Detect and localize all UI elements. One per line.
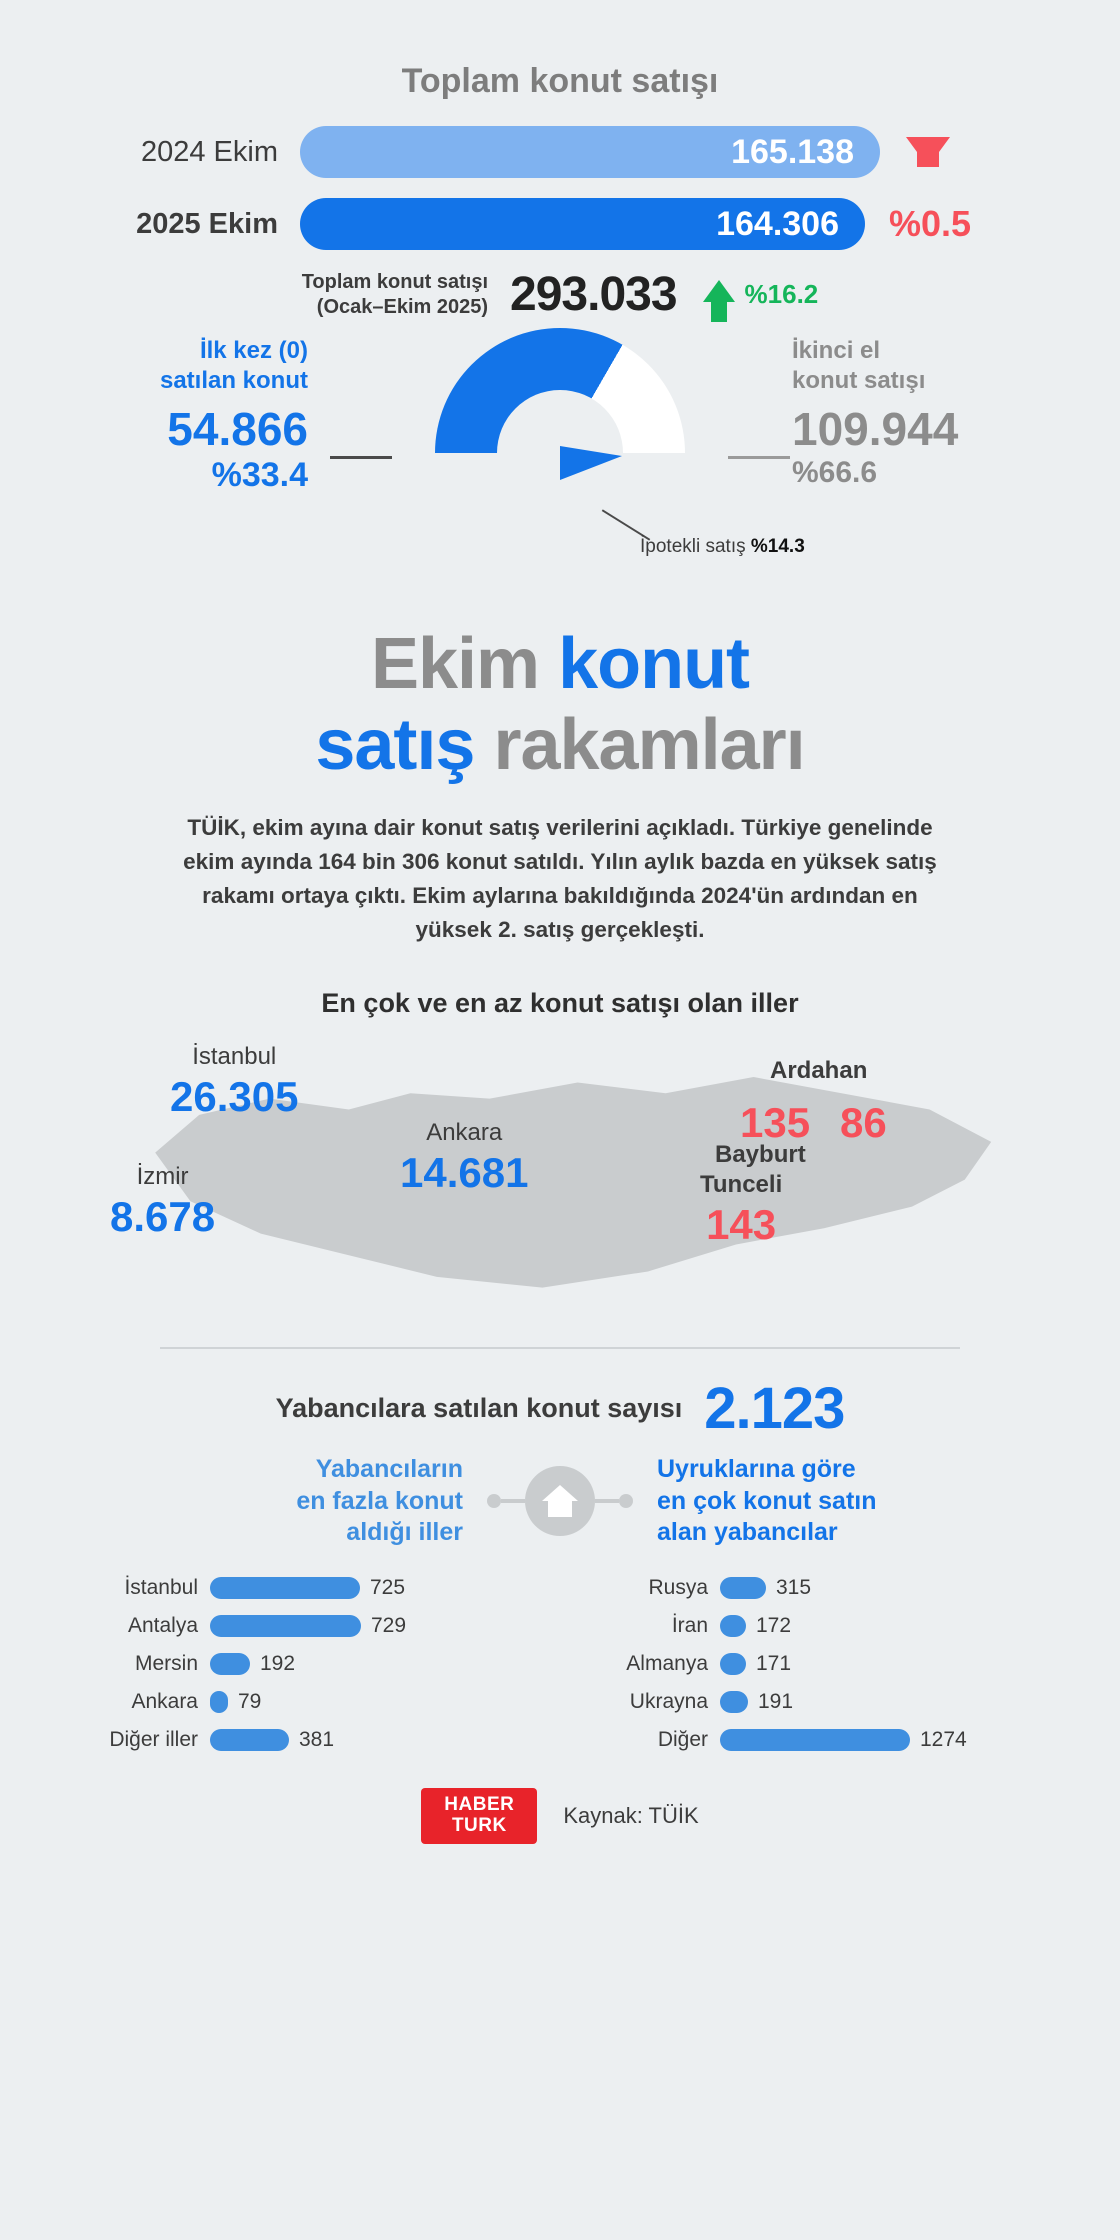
foreign-subheads: [0, 1454, 1120, 1548]
headline-word-4: rakamları: [493, 704, 805, 785]
donut-right-pct: %66.6: [792, 456, 878, 489]
foreign-left-subhead: [163, 1454, 487, 1548]
donut-chart-section: [0, 328, 1120, 578]
bar-value: 171: [756, 1652, 792, 1675]
bar-name: Almanya: [626, 1652, 708, 1675]
bar-name: Mersin: [134, 1652, 198, 1675]
bar-value: 191: [758, 1690, 794, 1713]
map-city-bayburt: [715, 1141, 806, 1169]
bar-value: 725: [370, 1576, 406, 1599]
mortgage-label: İpotekli satış: [640, 536, 746, 557]
arrow-down-icon: [906, 137, 950, 167]
map-city-name: Ardahan: [770, 1057, 868, 1085]
cumulative-label: [302, 270, 488, 320]
connector-line-left: [501, 1499, 525, 1503]
bar-name: Diğer: [657, 1728, 708, 1751]
bar-row: [60, 1572, 550, 1604]
section-divider: [160, 1347, 960, 1349]
bar-value: 1274: [920, 1728, 967, 1751]
foreign-nationalities-chart: [570, 1572, 1060, 1762]
bar-fill: [210, 1577, 360, 1599]
foreign-right-subhead-l3: alan yabancılar: [657, 1517, 838, 1546]
headline-word-3: satış: [315, 704, 494, 785]
bar-row: [60, 1610, 550, 1642]
cumulative-label-line2: (Ocak–Ekim 2025): [316, 295, 489, 318]
bar-row-2025: [0, 195, 1120, 253]
bar-value: 79: [238, 1690, 262, 1713]
bar-row: [570, 1572, 1060, 1604]
map-city-tunceli: [700, 1171, 782, 1249]
bar-row: [60, 1648, 550, 1680]
donut-left-title-1: İlk kez (0): [199, 337, 308, 364]
bar-row: [570, 1724, 1060, 1756]
map-city-izmir: [110, 1163, 215, 1241]
donut-needle-icon: [560, 446, 622, 480]
bar-row-2024: [0, 123, 1120, 181]
bar-track-2024: [300, 126, 950, 178]
bar-value-2024: 165.138: [300, 126, 880, 178]
donut-right-value: 109.944: [792, 403, 959, 455]
bar-name: Diğer iller: [109, 1728, 198, 1751]
top-chart-title: Toplam konut satışı: [401, 62, 719, 100]
bar-label-2024: 2024 Ekim: [140, 135, 278, 168]
bar-fill: [720, 1691, 748, 1713]
foreign-left-subhead-l2: en fazla konut: [296, 1486, 463, 1515]
house-connector: [487, 1466, 633, 1536]
donut-left-value: 54.866: [167, 403, 308, 455]
map-section: [0, 1029, 1120, 1329]
map-value-ardahan: [740, 1097, 810, 1147]
bar-value: 381: [299, 1728, 335, 1751]
map-city-name: İzmir: [136, 1163, 189, 1191]
bar-track-2025: [300, 198, 971, 250]
foreign-right-subhead: [633, 1454, 957, 1548]
map-city-value: 143: [706, 1201, 777, 1249]
bar-fill: [210, 1615, 361, 1637]
footer: [0, 1788, 1120, 1844]
bar-value: 192: [260, 1652, 296, 1675]
donut-right-title-2: konut satışı: [792, 367, 926, 394]
map-city-value: 135: [740, 1099, 811, 1147]
cumulative-row: [0, 267, 1120, 322]
map-city-istanbul: [170, 1043, 298, 1121]
map-city-ardahan: [770, 1057, 867, 1085]
bar-name: İran: [671, 1614, 708, 1637]
logo-line-2: TURK: [451, 1815, 507, 1836]
page-title: [0, 624, 1120, 785]
top-bar-chart: [0, 123, 1120, 253]
foreign-sales-header: [0, 1375, 1120, 1442]
bar-value: 729: [371, 1614, 407, 1637]
donut-left-pct: %33.4: [211, 456, 308, 494]
bar-name: Rusya: [648, 1576, 708, 1599]
bar-label-2025: 2025 Ekim: [136, 207, 278, 240]
bar-value-2025: 164.306: [300, 198, 865, 250]
bar-fill: [720, 1729, 910, 1751]
cumulative-label-line1: Toplam konut satışı: [301, 270, 489, 293]
connector-line-right: [595, 1499, 619, 1503]
house-icon: [525, 1466, 595, 1536]
bar-value: 172: [756, 1614, 792, 1637]
source-label: Kaynak: TÜİK: [563, 1803, 699, 1828]
map-city-name: Tunceli: [700, 1171, 783, 1199]
map-city-value: 8.678: [110, 1193, 216, 1241]
bar-row: [570, 1610, 1060, 1642]
bar-fill: [210, 1729, 289, 1751]
foreign-right-subhead-l1: Uyruklarına göre: [657, 1455, 856, 1484]
bar-fill: [210, 1653, 250, 1675]
bar-fill: [210, 1691, 228, 1713]
map-city-name: Ankara: [426, 1119, 503, 1147]
leader-line-right: [728, 456, 790, 459]
donut-right-block: [792, 336, 1072, 490]
connector-dot-left: [487, 1494, 501, 1508]
foreign-right-subhead-l2: en çok konut satın: [657, 1486, 877, 1515]
bar-row: [570, 1648, 1060, 1680]
connector-dot-right: [619, 1494, 633, 1508]
map-city-name: İstanbul: [192, 1043, 277, 1071]
logo-line-1: HABER: [444, 1794, 515, 1816]
arrow-up-icon: [703, 280, 735, 302]
donut-right-title-1: İkinci el: [792, 337, 881, 364]
headline-word-2: konut: [558, 624, 750, 704]
bar-value: 315: [776, 1576, 812, 1599]
map-city-value: 26.305: [170, 1073, 299, 1121]
cumulative-value: 293.033: [510, 268, 677, 321]
foreign-left-subhead-l3: aldığı iller: [346, 1517, 463, 1546]
map-city-value: 14.681: [400, 1149, 529, 1197]
map-value-bayburt: [840, 1097, 887, 1147]
bar-row: [60, 1724, 550, 1756]
headline-word-1: Ekim: [370, 624, 559, 704]
change-pct-monthly: %0.5: [889, 203, 972, 244]
donut-left-block: [48, 336, 308, 495]
bar-name: Ankara: [131, 1690, 198, 1713]
bar-name: Antalya: [127, 1614, 198, 1637]
foreign-sales-total: 2.123: [704, 1376, 845, 1442]
foreign-sales-label: Yabancılara satılan konut sayısı: [275, 1393, 683, 1424]
haberturk-logo: [421, 1788, 537, 1844]
bar-fill: [720, 1615, 746, 1637]
bar-fill: [720, 1577, 766, 1599]
bar-row: [570, 1686, 1060, 1718]
lede-paragraph: TÜİK, ekim ayına dair konut satış verilerini açıkladı. Türkiye genelinde ekim ayında 164 bin 306 konut satıldı. Yılın aylık bazda en yüksek satış rakamı ortaya çıktı. Ekim aylarına bakıldığında 2024'ün ardından en yüksek 2. satış gerçekleşti.: [183, 815, 937, 942]
leader-line-left: [330, 456, 392, 459]
bar-row: [60, 1686, 550, 1718]
bar-fill: [720, 1653, 746, 1675]
foreign-bar-charts: [0, 1572, 1120, 1762]
foreign-left-subhead-l1: Yabancıların: [315, 1455, 463, 1484]
donut-left-title-2: satılan konut: [159, 367, 308, 394]
foreign-cities-chart: [60, 1572, 550, 1762]
change-pct-cumulative: %16.2: [744, 279, 819, 309]
mortgage-pct: %14.3: [750, 536, 805, 557]
mortgage-note: [640, 536, 805, 558]
map-city-ankara: [400, 1119, 528, 1197]
map-city-name: Bayburt: [715, 1141, 806, 1169]
bar-name: İstanbul: [124, 1576, 198, 1599]
bar-name: Ukrayna: [629, 1690, 708, 1713]
map-section-title: En çok ve en az konut satışı olan iller: [321, 988, 799, 1019]
map-city-value: 86: [840, 1099, 887, 1147]
